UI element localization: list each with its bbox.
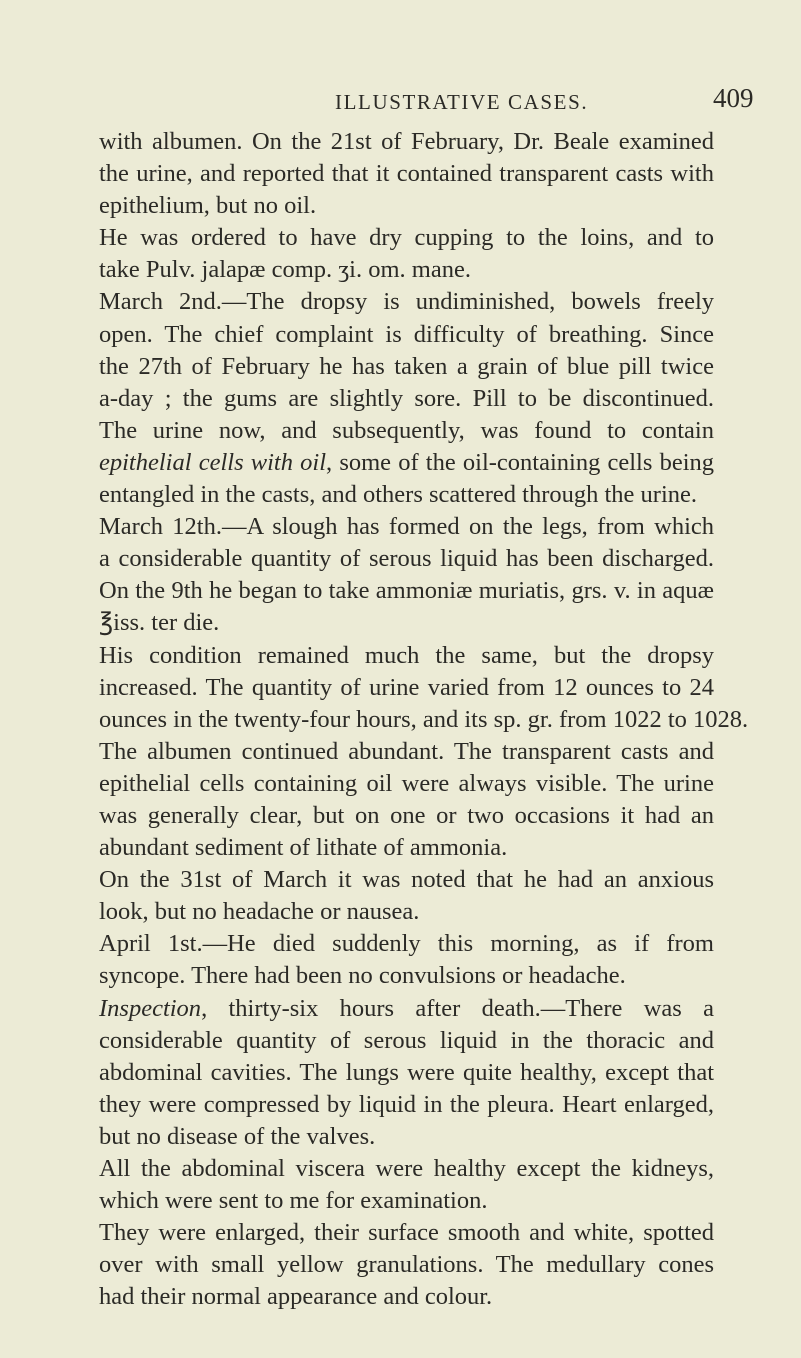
- line-text: ounces in the twenty-four hours, and its sp. gr. from 1022 to 1028.: [99, 705, 749, 733]
- page-number: 409: [713, 83, 754, 113]
- text-line: [99, 158, 714, 190]
- text-line: [99, 190, 714, 222]
- line-text: over with small yellow granulations. The medullary cones: [99, 1251, 714, 1279]
- line-text: abundant sediment of lithate of ammonia.: [99, 834, 508, 862]
- text-line: [99, 126, 714, 158]
- text-line: [99, 928, 714, 960]
- text-line: [99, 286, 714, 318]
- line-text: had their normal appearance and colour.: [99, 1283, 493, 1311]
- body-text: [99, 126, 749, 1313]
- line-text: was generally clear, but on one or two occasions it had an: [99, 801, 714, 829]
- text-line: [99, 800, 714, 832]
- text-line: [99, 1185, 714, 1217]
- line-text: They were enlarged, their surface smooth and white, spotted: [99, 1219, 714, 1247]
- text-line: [99, 511, 714, 543]
- line-text: March 2nd.—The dropsy is undiminished, bowels freely: [99, 288, 714, 316]
- line-text: the 27th of February he has taken a grain of blue pill twice: [99, 352, 714, 380]
- line-text: The albumen continued abundant. The transparent casts and: [99, 737, 714, 765]
- text-line: [99, 864, 714, 896]
- text-line: [99, 254, 714, 286]
- text-line: [99, 607, 714, 639]
- text-line: [99, 896, 714, 928]
- text-line: [99, 1217, 714, 1249]
- text-line: [99, 768, 714, 800]
- text-line: [99, 575, 714, 607]
- text-line: [99, 672, 714, 704]
- text-line: [99, 960, 714, 992]
- line-text: entangled in the casts, and others scattered through the urine.: [99, 481, 698, 509]
- text-line: [99, 1249, 714, 1281]
- line-text: epithelium, but no oil.: [99, 192, 317, 220]
- text-line: [99, 736, 714, 768]
- text-line: [99, 704, 749, 736]
- text-line: [99, 1057, 714, 1089]
- line-text: epithelial cells containing oil were always visible. The urine: [99, 769, 714, 797]
- text-line: [99, 1121, 714, 1153]
- line-text: take Pulv. jalapæ comp. ʒi. om. mane.: [99, 256, 471, 284]
- text-line: [99, 319, 714, 351]
- text-line: [99, 222, 714, 254]
- line-text: they were compressed by liquid in the pleura. Heart enlarged,: [99, 1090, 714, 1118]
- line-text: syncope. There had been no convulsions or headache.: [99, 962, 626, 990]
- line-text: He was ordered to have dry cupping to the loins, and to: [99, 224, 714, 252]
- line-text: considerable quantity of serous liquid in the thoracic and: [99, 1026, 714, 1054]
- line-text: a considerable quantity of serous liquid has been discharged.: [99, 545, 714, 573]
- line-text: abdominal cavities. The lungs were quite healthy, except that: [99, 1058, 714, 1086]
- running-title: ILLUSTRATIVE CASES.: [335, 90, 589, 114]
- text-line: [99, 1281, 714, 1313]
- text-line: [99, 993, 714, 1025]
- text-line: [99, 351, 714, 383]
- line-text: , thirty-six hours after death.—There was a: [201, 994, 714, 1022]
- line-text: the urine, and reported that it contained transparent casts with: [99, 160, 714, 188]
- text-line: [99, 640, 714, 672]
- line-text: On the 9th he began to take ammoniæ muriatis, grs. v. in aquæ: [99, 577, 714, 605]
- text-line: [99, 1153, 714, 1185]
- line-text: ℥iss. ter die.: [99, 609, 220, 637]
- line-text: April 1st.—He died suddenly this morning, as if from: [99, 930, 714, 958]
- text-line: [99, 383, 714, 415]
- page-header: [0, 80, 801, 120]
- line-text: a-day ; the gums are slightly sore. Pill to be discontinued.: [99, 384, 714, 412]
- line-text: The urine now, and subsequently, was found to contain: [99, 416, 714, 444]
- line-text: increased. The quantity of urine varied from 12 ounces to 24: [99, 673, 714, 701]
- line-text: All the abdominal viscera were healthy except the kidneys,: [99, 1155, 714, 1182]
- line-text: open. The chief complaint is difficulty of breathing. Since: [99, 320, 714, 348]
- line-text: with albumen. On the 21st of February, Dr. Beale examined: [99, 128, 714, 155]
- text-line: [99, 543, 714, 575]
- line-text: but no disease of the valves.: [99, 1122, 376, 1150]
- text-line: [99, 1089, 714, 1121]
- text-line: [99, 479, 714, 511]
- line-text: look, but no headache or nausea.: [99, 898, 420, 926]
- italic-phrase: epithelial cells with oil: [99, 448, 327, 476]
- text-line: [99, 415, 714, 447]
- text-line: [99, 1025, 714, 1057]
- text-line: [99, 832, 714, 864]
- italic-phrase: Inspection: [99, 994, 202, 1022]
- line-text: which were sent to me for examination.: [99, 1187, 488, 1215]
- text-line: [99, 447, 714, 479]
- line-text: His condition remained much the same, but the dropsy: [99, 641, 714, 669]
- line-text: , some of the oil-containing cells being: [326, 448, 714, 476]
- line-text: On the 31st of March it was noted that he had an anxious: [99, 866, 714, 894]
- line-text: March 12th.—A slough has formed on the legs, from which: [99, 513, 714, 541]
